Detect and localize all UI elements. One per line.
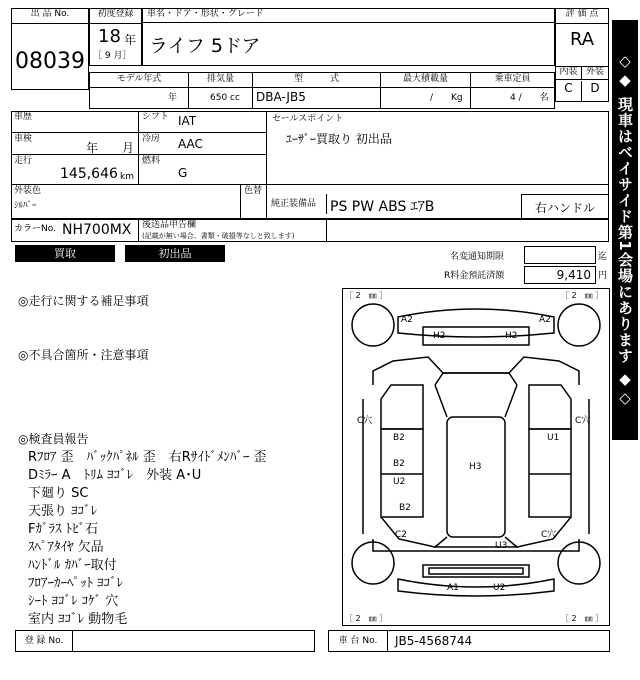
license-plate xyxy=(423,565,529,577)
rear-quarter-left xyxy=(381,517,435,547)
left-front-fender xyxy=(381,385,423,429)
mark-a1: A1 xyxy=(447,583,459,593)
interior-grade: C xyxy=(556,81,582,102)
equipment-label: 純正装備品 xyxy=(271,199,317,209)
exterior-color-value: ｼﾙﾊﾞｰ xyxy=(14,201,37,211)
max-load-value: / Kg xyxy=(430,93,463,103)
inspection-value: 年 月 xyxy=(86,141,135,155)
mileage-value: 145,646 xyxy=(60,166,118,182)
history-label: 車歴 xyxy=(14,112,33,122)
mark-h2-right: H2 xyxy=(505,331,518,341)
report-line: ｼｰﾄ ﾖｺﾞﾚ ｺｹﾞ 穴 xyxy=(28,594,119,609)
ac-value: AAC xyxy=(178,137,203,151)
mark-u1: U1 xyxy=(547,433,560,443)
mark-c-hole-rear: C穴 xyxy=(541,530,557,540)
ac-label: 冷房 xyxy=(142,134,161,144)
model-year-unit: 年 xyxy=(168,93,178,103)
recycle-value: 9,410 xyxy=(556,268,591,282)
rating-value: RA xyxy=(569,29,595,50)
mileage-label: 走行 xyxy=(14,156,33,166)
mark-c-hole-rf: C穴 xyxy=(575,416,591,426)
front-body xyxy=(373,357,579,385)
mark-b2-rear: B2 xyxy=(399,503,411,513)
recycle-box xyxy=(524,266,596,284)
car-name: ライフ 5ドア xyxy=(149,35,261,57)
right-front-fender xyxy=(529,385,571,429)
capacity-value: 4 / 名 xyxy=(510,93,549,103)
tire-label-fl: ［ 2 ㎜ ］ xyxy=(345,291,388,300)
chassis-number-label: 車 台 No. xyxy=(338,636,378,646)
mark-b2-mid: B2 xyxy=(393,459,405,469)
mark-u2: U2 xyxy=(393,477,406,487)
report-line: 天張り ﾖｺﾞﾚ xyxy=(28,504,98,519)
tire-label-rr: ［ 2 ㎜ ］ xyxy=(561,614,604,623)
spec-row xyxy=(89,72,555,109)
sales-point-value: ﾕｰｻﾞｰ買取り 初出品 xyxy=(286,132,392,146)
driving-notes-heading: ◎走行に関する補足事項 xyxy=(18,294,149,308)
rear-bumper xyxy=(398,579,554,596)
first-registration-label: 初度登録 xyxy=(90,9,141,24)
year-unit: 年 xyxy=(124,33,137,47)
report-line: 下廻り SC xyxy=(28,486,89,501)
mark-a2-right: A2 xyxy=(539,315,551,325)
report-line: 室内 ﾖｺﾞﾚ 動物毛 xyxy=(28,612,128,627)
registration-number-box xyxy=(15,630,315,652)
lot-number: 08039 xyxy=(15,49,85,74)
mileage-unit: km xyxy=(120,172,134,182)
car-name-label: 車名・ドア・形状・グレード xyxy=(143,9,554,23)
fuel-value: G xyxy=(178,166,188,180)
tire-front-left xyxy=(352,304,394,346)
car-name-box xyxy=(142,8,555,66)
first-registration-year: 18 xyxy=(98,26,121,47)
max-load-label: 最大積載量 xyxy=(402,74,448,84)
type-label: 型 式 xyxy=(293,74,339,84)
report-line: ｽﾍﾟｱﾀｲﾔ 欠品 xyxy=(28,540,104,555)
handle-box xyxy=(521,194,609,219)
capacity-label: 乗車定員 xyxy=(494,74,531,84)
shift-value: IAT xyxy=(178,114,197,128)
exterior-grade: D xyxy=(590,81,600,95)
shift-label: シフト xyxy=(142,112,170,122)
tire-label-fr: ［ 2 ㎜ ］ xyxy=(561,291,604,300)
rating-box xyxy=(555,8,609,102)
docs-note: (記載が無い場合、書類・破損等なしと致します) xyxy=(142,232,295,240)
a-pillars xyxy=(435,385,517,417)
chassis-number-value: JB5-4568744 xyxy=(395,634,473,648)
lot-number-box xyxy=(11,8,89,90)
docs-label: 後送品申告欄 xyxy=(142,220,197,230)
inspector-heading: ◎検査員報告 xyxy=(18,432,89,446)
lot-number-label: 出 品 No. xyxy=(12,9,88,24)
report-line: Fｶﾞﾗｽ ﾄﾋﾞ石 xyxy=(28,522,99,537)
registration-number-label: 登 録 No. xyxy=(24,636,64,646)
defects-heading: ◎不具合箇所・注意事項 xyxy=(18,348,149,362)
badge-first-listing: 初出品 xyxy=(125,245,225,262)
first-registration-box xyxy=(89,8,142,66)
name-change-box xyxy=(524,246,596,264)
mark-a2-left: A2 xyxy=(401,315,413,325)
name-change-label: 名変通知期限 xyxy=(450,252,505,262)
color-no-label: カラーNo. xyxy=(14,224,56,234)
equipment-value: PS PW ABS ｴｱB xyxy=(330,199,435,215)
displacement-value: 650 cc xyxy=(210,93,240,103)
report-line: Dﾐﾗｰ A ﾄﾘﾑ ﾖｺﾞﾚ 外装 A･U xyxy=(28,468,202,483)
mark-u2-rear: U2 xyxy=(493,583,506,593)
color-no-value: NH700MX xyxy=(62,222,132,238)
front-bumper xyxy=(398,309,554,337)
fuel-label: 燃料 xyxy=(142,156,161,166)
recolor-label: 色替 xyxy=(244,186,263,196)
tire-front-right xyxy=(558,304,600,346)
report-line: Rﾌﾛｱ 歪 ﾊﾞｯｸﾊﾟﾈﾙ 歪 右Rｻｲﾄﾞﾒﾝﾊﾞｰ 歪 xyxy=(28,450,267,465)
location-banner: ◇◆ 現車はベイサイド第1会場にあります ◆◇ xyxy=(612,20,638,440)
displacement-label: 排気量 xyxy=(206,74,234,84)
exterior-label: 外装 xyxy=(582,67,608,80)
rating-grid xyxy=(556,66,608,102)
sales-point-label: セールスポイント xyxy=(272,114,344,124)
model-year-label: モデル年式 xyxy=(116,74,162,84)
mark-h3: H3 xyxy=(469,462,482,472)
exterior-color-label: 外装色 xyxy=(14,186,42,196)
first-registration-month: ［ 9 月］ xyxy=(93,51,132,61)
mark-b2-left: B2 xyxy=(393,433,405,443)
recycle-label: R料金預託済額 xyxy=(444,271,505,281)
type-value: DBA-JB5 xyxy=(256,90,306,104)
windshield xyxy=(435,373,517,385)
roof xyxy=(447,417,505,537)
report-line: ﾊﾝﾄﾞﾙ ｶﾊﾞｰ取付 xyxy=(28,558,117,573)
name-change-unit: 迄 xyxy=(598,252,608,262)
mark-c2: C2 xyxy=(395,530,408,540)
car-diagram xyxy=(342,288,610,626)
mark-c-hole-lf: C穴 xyxy=(357,416,373,426)
recycle-unit: 円 xyxy=(598,271,608,281)
mark-h2-left: H2 xyxy=(433,331,446,341)
inspection-label: 車検 xyxy=(14,134,33,144)
car-diagram-svg xyxy=(343,289,609,625)
handle-value: 右ハンドル xyxy=(534,201,595,215)
badge-buyback: 買取 xyxy=(15,245,115,262)
chassis-number-box xyxy=(328,630,610,652)
rating-label: 評 価 点 xyxy=(556,9,608,24)
report-line: ﾌﾛｱｰｶｰﾍﾟｯﾄ ﾖｺﾞﾚ xyxy=(28,576,124,591)
tire-label-rl: ［ 2 ㎜ ］ xyxy=(345,614,388,623)
mark-u3: U3 xyxy=(495,541,508,551)
interior-label: 内装 xyxy=(556,67,582,80)
